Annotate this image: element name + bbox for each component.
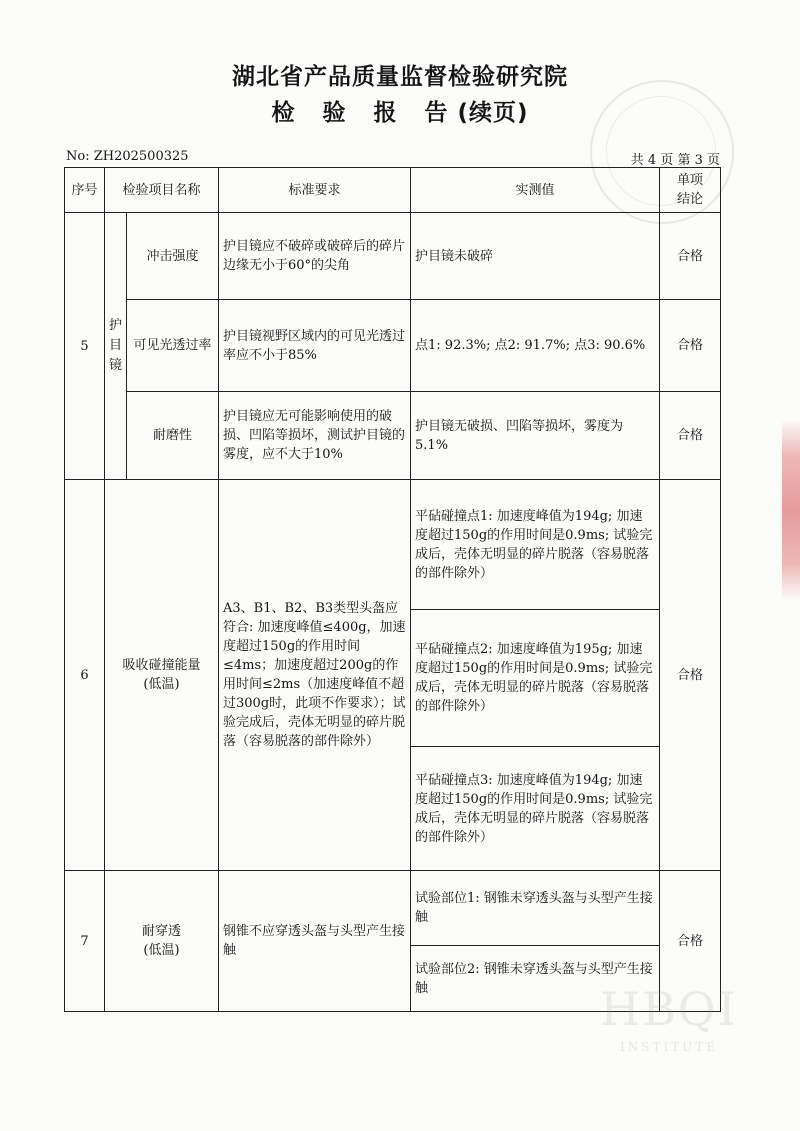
row5-sub1-standard: 护目镜应不破碎或破碎后的碎片边缘无小于60°的尖角 — [219, 213, 411, 300]
row6-measured-3: 平砧碰撞点3: 加速度峰值为194g; 加速度超过150g的作用时间是0.9ms; 试验完成后，壳体无明显的碎片脱落（容易脱落的部件除外） — [411, 747, 660, 871]
row5-seq: 5 — [65, 213, 105, 480]
table-row — [65, 480, 721, 610]
row5-sub2-measured: 点1: 92.3%; 点2: 91.7%; 点3: 90.6% — [411, 300, 660, 392]
row5-sub1-verdict: 合格 — [660, 213, 721, 300]
row5-sub1-measured: 护目镜未破碎 — [411, 213, 660, 300]
row5-sub1-name: 冲击强度 — [127, 213, 219, 300]
col-seq: 序号 — [65, 168, 105, 213]
row5-sub2-name: 可见光透过率 — [127, 300, 219, 392]
col-item: 检验项目名称 — [105, 168, 219, 213]
row7-verdict: 合格 — [660, 871, 721, 1012]
col-measured: 实测值 — [411, 168, 660, 213]
row6-verdict: 合格 — [660, 480, 721, 871]
row5-sub3-measured: 护目镜无破损、凹陷等损坏，雾度为5.1% — [411, 392, 660, 480]
row6-measured-2: 平砧碰撞点2: 加速度峰值为195g; 加速度超过150g的作用时间是0.9ms; 试验完成后，壳体无明显的碎片脱落（容易脱落的部件除外） — [411, 610, 660, 747]
row7-measured-2: 试验部位2: 钢锥未穿透头盔与头型产生接触 — [411, 946, 660, 1012]
table-row — [65, 871, 721, 946]
row7-seq: 7 — [65, 871, 105, 1012]
table-row — [65, 213, 721, 300]
col-standard: 标准要求 — [219, 168, 411, 213]
row7-measured-1: 试验部位1: 钢锥未穿透头盔与头型产生接触 — [411, 871, 660, 946]
watermark-logo: HBQI — [600, 982, 738, 1036]
watermark-sub: INSTITUTE — [620, 1040, 719, 1054]
row5-sub3-verdict: 合格 — [660, 392, 721, 480]
row6-item: 吸收碰撞能量 (低温) — [105, 480, 219, 871]
inspection-table — [64, 167, 721, 1012]
table-header-row — [65, 168, 721, 213]
row5-group: 护目镜 — [105, 213, 127, 480]
row6-standard: A3、B1、B2、B3类型头盔应符合: 加速度峰值≤400g，加速度超过150g的作用时间≤4ms；加速度超过200g的作用时间≤2ms（加速度峰值不超过300g时，此项不作要求）；试验完成后，壳体无明显的碎片脱落（容易脱落的部件除外） — [219, 480, 411, 871]
page-info: 共 4 页 第 3 页 — [630, 153, 720, 168]
report-title-suffix: (续页) — [457, 100, 529, 126]
col-verdict: 单项 结论 — [660, 168, 721, 213]
row6-measured-1: 平砧碰撞点1: 加速度峰值为194g; 加速度超过150g的作用时间是0.9ms; 试验完成后，壳体无明显的碎片脱落（容易脱落的部件除外） — [411, 480, 660, 610]
row7-standard: 钢锥不应穿透头盔与头型产生接触 — [219, 871, 411, 1012]
report-title-main: 检 验 报 告 — [271, 100, 458, 126]
row6-seq: 6 — [65, 480, 105, 871]
row5-sub3-name: 耐磨性 — [127, 392, 219, 480]
red-seal-edge — [782, 420, 800, 600]
org-title: 湖北省产品质量监督检验研究院 — [232, 64, 568, 90]
report-title — [0, 94, 800, 127]
row5-sub3-standard: 护目镜应无可能影响使用的破损、凹陷等损坏，测试护目镜的雾度，应不大于10% — [219, 392, 411, 480]
row5-sub2-verdict: 合格 — [660, 300, 721, 392]
row7-item: 耐穿透 (低温) — [105, 871, 219, 1012]
row5-sub2-standard: 护目镜视野区域内的可见光透过率应不小于85% — [219, 300, 411, 392]
table-row — [65, 300, 721, 392]
report-number: No: ZH202500325 — [66, 149, 189, 164]
table-row — [65, 392, 721, 480]
